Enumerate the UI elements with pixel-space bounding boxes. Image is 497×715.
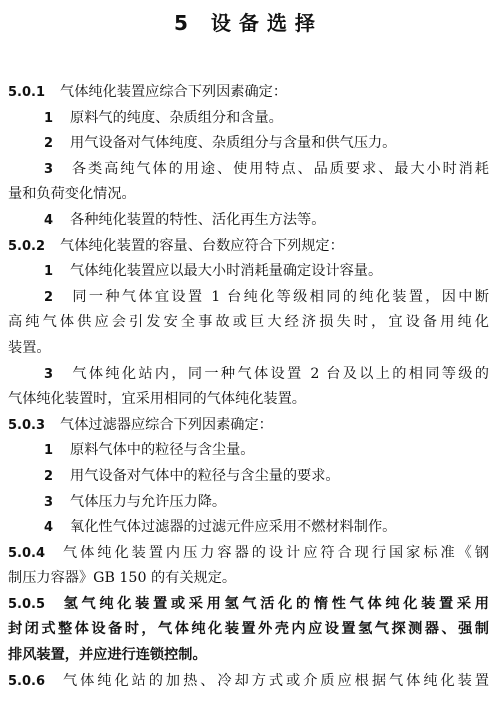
item-number: 3	[44, 494, 54, 510]
clause-continuation: 封闭式整体设备时，气体纯化装置外壳内应设置氢气探测器、强制	[8, 621, 489, 638]
item-number: 1	[44, 264, 54, 280]
clause-text: 氢气纯化装置或采用氢气活化的惰性气体纯化装置采用	[60, 595, 489, 612]
list-item	[8, 490, 489, 516]
item-number: 3	[44, 161, 54, 177]
clause-number: 5.0.3	[8, 417, 46, 433]
item-text: 原料气体中的粒径与含尘量。	[70, 442, 255, 459]
item-number: 4	[44, 212, 54, 228]
list-item	[8, 515, 489, 541]
item-number: 2	[44, 468, 54, 484]
list-item	[8, 106, 489, 132]
clause-5-0-2	[8, 234, 489, 260]
clause-continuation: 制压力容器》GB 150 的有关规定。	[8, 570, 237, 587]
list-item	[8, 464, 489, 490]
item-number: 1	[44, 110, 54, 126]
item-number: 3	[44, 366, 54, 382]
item-text: 各种纯化装置的特性、活化再生方法等。	[70, 211, 326, 228]
list-item-continuation: 气体纯化装置时，宜采用相同的气体纯化装置。	[8, 391, 306, 408]
section-body	[8, 80, 489, 694]
item-text: 气体纯化站内，同一种气体设置 2 台及以上的相同等级的	[70, 365, 489, 382]
clause-number: 5.0.1	[8, 85, 46, 100]
clause-5-0-1	[8, 80, 489, 106]
clause-5-0-3	[8, 413, 489, 439]
list-item	[8, 362, 489, 388]
clause-text: 气体纯化装置内压力容器的设计应符合现行国家标准《钢	[60, 544, 489, 561]
item-text: 用气设备对气体纯度、杂质组分与含量和供气压力。	[70, 135, 397, 152]
list-item-continuation: 装置。	[8, 339, 51, 356]
item-number: 2	[44, 289, 54, 305]
clause-5-0-5	[8, 592, 489, 618]
list-item	[8, 259, 489, 285]
item-text: 同一种气体宜设置 1 台纯化等级相同的纯化装置，因中断	[70, 288, 489, 305]
item-text: 气体纯化装置应以最大小时消耗量确定设计容量。	[70, 263, 383, 280]
clause-text: 气体纯化站的加热、冷却方式或介质应根据气体纯化装置	[60, 672, 489, 689]
list-item	[8, 131, 489, 157]
clause-text: 气体过滤器应综合下列因素确定：	[60, 416, 273, 433]
list-item	[8, 438, 489, 464]
item-number: 2	[44, 136, 54, 152]
clause-5-0-4	[8, 541, 489, 567]
item-text: 原料气的纯度、杂质组分和含量。	[70, 109, 283, 126]
clause-number: 5.0.2	[8, 238, 46, 254]
list-item	[8, 285, 489, 311]
item-number: 1	[44, 443, 54, 459]
clause-number: 5.0.6	[8, 673, 46, 689]
clause-number: 5.0.5	[8, 596, 46, 612]
clause-text: 气体纯化装置的容量、台数应符合下列规定：	[60, 237, 344, 254]
item-text: 各类高纯气体的用途、使用特点、品质要求、最大小时消耗	[70, 160, 489, 177]
clause-text: 气体纯化装置应综合下列因素确定：	[60, 84, 288, 100]
list-item-continuation: 高纯气体供应会引发安全事故或巨大经济损失时，宜设备用纯化	[8, 314, 489, 331]
item-number: 4	[44, 520, 54, 536]
section-title: 5 设备选择	[174, 11, 323, 35]
clause-continuation: 排风装置，并应进行连锁控制。	[8, 647, 207, 664]
list-item	[8, 208, 489, 234]
clause-5-0-6	[8, 669, 489, 695]
item-text: 用气设备对气体中的粒径与含尘量的要求。	[70, 467, 340, 484]
list-item	[8, 157, 489, 183]
list-item-continuation: 量和负荷变化情况。	[8, 186, 136, 203]
clause-number: 5.0.4	[8, 545, 46, 561]
item-text: 氧化性气体过滤器的过滤元件应采用不燃材料制作。	[70, 519, 397, 536]
item-text: 气体压力与允许压力降。	[70, 493, 227, 510]
